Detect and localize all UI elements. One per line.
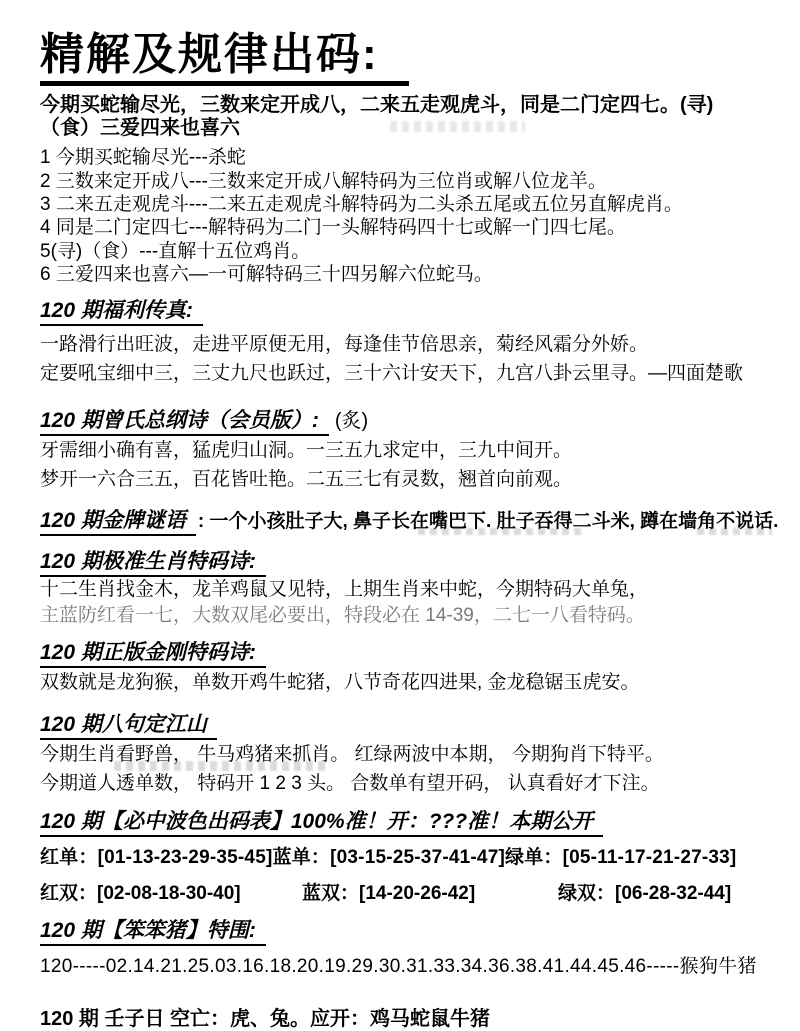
green-double-codes: 绿双：[06-28-32-44] [558,882,732,904]
poem-line: 今期道人透单数， 特码开 1 2 3 头。 合数单有望开码， 认真看好才下注。 [40,772,660,794]
poem-line: 双数就是龙狗猴，单数开鸡牛蛇猪，八节奇花四进果, 金龙稳锯玉虎安。 [40,671,640,693]
section-bose [40,810,788,907]
intro-line: 今期买蛇输尽光，三数来定开成八，二来五走观虎斗，同是二门定四七。(寻) [40,94,714,117]
poem-line-faded: 主蓝防红看一七，大数双尾必要出，特段必在 14-39，二七一八看特码。 [40,604,645,626]
section-heading-fuli: 120 期福利传真: [40,299,203,326]
section-zengshi [40,404,788,494]
poem-line: 今期生肖看野兽， 牛马鸡猪来抓肖。 红绿两波中本期， 今期狗肖下特平。 [40,743,664,765]
color-code-row-doubles [40,881,788,907]
footer-line: 120 期 壬子日 空亡：虎、兔。应开：鸡马蛇鼠牛猪 [40,1007,491,1030]
color-code-row-singles [40,845,788,871]
poem-line: 十二生肖找金木，龙羊鸡鼠又见特，上期生肖来中蛇，今期特码大单兔， [40,578,649,600]
section-fuli [40,299,788,388]
poem-line: 一路滑行出旺波，走进平原便无用，每逢佳节倍思亲，菊经风霜分外娇。 [40,333,649,355]
section-heading-jinpai: 120 期金牌谜语 [40,509,196,536]
poem-line: 定要吼宝细中三，三丈九尺也跃过，三十六计安天下，九宫八卦云里寻。—四面楚歌 [40,362,744,384]
blue-double-codes: 蓝双：[14-20-26-42] [302,882,476,904]
special-number-line: 120-----02.14.21.25.03.16.18.20.19.29.30.31.33.34.36.38.41.44.45.46-----猴狗牛猪 [40,955,757,977]
section-jinpai [40,506,788,536]
rule-line: 5(寻)（食）---直解十五位鸡肖。 [40,240,311,262]
blue-single-codes: 蓝单：[03-15-25-37-41-47] [272,846,505,868]
section-heading-zhengban: 120 期正版金刚特码诗: [40,641,266,668]
section-jizhun [40,550,788,629]
poem-line: 梦开一六合三五，百花皆吐艳。二五三七有灵数，翘首向前观。 [40,468,573,490]
rule-line: 4 同是二门定四七---解特码为二门一头解特码四十七或解一门四七尾。 [40,217,626,239]
rule-line: 3 二来五走观虎斗---二来五走观虎斗解特码为二头杀五尾或五位另直解虎肖。 [40,194,683,216]
section-zhengban [40,641,788,697]
intro-paragraph [40,94,788,140]
rule-line: 6 三爱四来也喜六—一可解特码三十四另解六位蛇马。 [40,264,493,286]
rule-line: 1 今期买蛇输尽光---杀蛇 [40,147,246,169]
red-double-codes: 红双：[02-08-18-30-40] [40,882,241,904]
section-heading-bose: 120 期【必中波色出码表】100%准！开：???准！本期公开 [40,810,603,837]
intro-line: （食）三爱四来也喜六 [40,117,240,140]
page-title: 精解及规律出码: [40,30,409,86]
poem-line: 牙需细小确有喜，猛虎归山洞。一三五九求定中，三九中间开。 [40,439,573,461]
section-heading-zengshi: 120 期曾氏总纲诗（会员版）: [40,409,329,436]
green-single-codes: 绿单：[05-11-17-21-27-33] [505,846,737,868]
section-heading-benben: 120 期【笨笨猪】特围: [40,919,266,946]
red-single-codes: 红单：[01-13-23-29-35-45] [40,846,273,868]
heading-suffix: (炙) [334,409,369,432]
rule-list [40,146,788,286]
section-heading-jizhun: 120 期极准生肖特码诗: [40,550,266,577]
title-row [40,30,788,86]
section-baju [40,713,788,798]
riddle-text: : 一个小孩肚子大, 鼻子长在嘴巴下. 肚子吞得二斗米, 蹲在墙角不说话. [197,510,779,532]
section-heading-baju: 120 期八句定江山 [40,713,217,740]
rule-line: 2 三数来定开成八---三数来定开成八解特码为三位肖或解八位龙羊。 [40,170,607,192]
section-benben [40,919,788,980]
